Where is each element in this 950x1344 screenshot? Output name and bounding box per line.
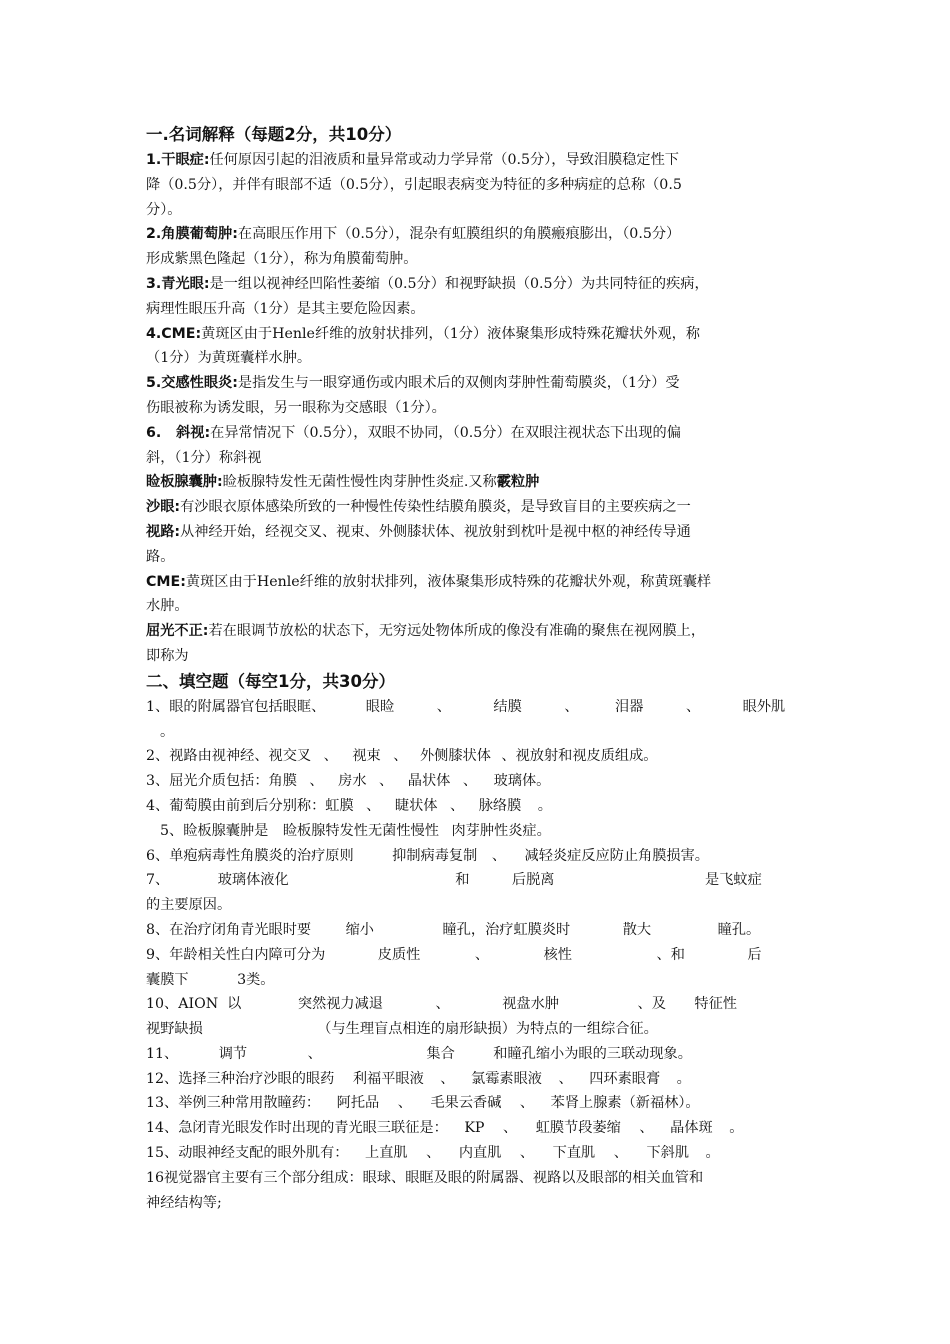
answer: 视野缺损 [146, 1021, 203, 1038]
term: 1.干眼症: [146, 152, 210, 168]
separator: 。 [705, 1145, 720, 1162]
answer: 毛果云香碱 [430, 1095, 502, 1112]
definition-item [146, 570, 826, 620]
definition-text: 形成紫黑色隆起（1分），称为角膜葡萄肿。 [146, 251, 418, 268]
definition-item [146, 520, 826, 570]
separator: 、 [366, 797, 381, 814]
answer: 虹膜节段萎缩 [535, 1120, 621, 1137]
definition-text: 从神经开始，经视交叉、视束、外侧膝状体、视放射到枕叶是视中枢的神经传导通 [180, 523, 691, 540]
definition-item [146, 322, 826, 372]
answer: 房水 [338, 773, 367, 790]
answer: 阿托品 [336, 1095, 380, 1112]
question-text: 神经结构等; [146, 1194, 222, 1211]
question-text: 10、AION 以 [146, 996, 242, 1013]
answer: 泪器 [615, 698, 644, 715]
separator: 。 [729, 1120, 744, 1137]
definition-text: 黄斑区由于Henle纤维的放射状排列，液体聚集形成特殊的花瓣状外观，称黄斑囊样 [185, 573, 712, 590]
answer: 晶状体 [407, 773, 451, 790]
section1-heading: 一.名词解释（每题2分，共10分） [146, 125, 402, 144]
answer: 结膜 [493, 698, 522, 715]
term: 4.CME: [146, 325, 202, 342]
question-text: 12、选择三种治疗沙眼的眼药 [146, 1070, 335, 1087]
separator: 、 [564, 698, 579, 715]
answer: 四环素眼膏 [589, 1070, 661, 1087]
separator: 、 [435, 996, 450, 1013]
answer: 玻璃体。 [493, 773, 551, 790]
question-text: （与生理盲点相连的扇形缺损）为特点的一组综合征。 [317, 1021, 658, 1038]
term: 屈光不正: [146, 623, 209, 640]
definition-text: 若在眼调节放松的状态下，无穷远处物体所成的像没有准确的聚焦在视网膜上， [208, 623, 706, 640]
separator: 、 [379, 773, 394, 790]
separator: 、 [426, 1145, 441, 1162]
separator: 、 [685, 698, 701, 715]
definition-item [146, 148, 826, 222]
answer: 视盘水肿 [502, 996, 559, 1013]
question-text: 3、屈光介质包括：角膜 [146, 773, 297, 790]
question-text: 11、 [146, 1045, 179, 1062]
fill-blank-question [146, 1067, 826, 1092]
answer: 利福平眼液 [352, 1070, 424, 1087]
fill-blank-question [146, 744, 826, 769]
fill-blank-question [146, 943, 826, 993]
fill-blank-question [146, 1042, 826, 1067]
definition-text: 即称为 [146, 647, 189, 664]
fill-blank-question [146, 1166, 826, 1216]
definition-text: 降（0.5分），并伴有眼部不适（0.5分），引起眼表病变为特征的多种病症的总称（0.5 [146, 176, 682, 193]
fill-blank-question [146, 868, 826, 918]
question-text: 、及 [637, 996, 666, 1013]
fill-blank-question [146, 992, 826, 1042]
definition-text: 在高眼压作用下（0.5分），混杂有虹膜组织的角膜瘢痕膨出，（0.5分） [237, 226, 681, 243]
answer: 下直肌 [552, 1145, 596, 1162]
question-text: 16视觉器官主要有三个部分组成：眼球、眼眶及眼的附属器、视路以及眼部的相关血管和 [146, 1169, 704, 1186]
separator: 、 [613, 1145, 628, 1162]
answer: 内直肌 [458, 1145, 502, 1162]
term: 沙眼: [146, 499, 181, 516]
definition-item [146, 421, 826, 471]
question-text: 瞳孔，治疗虹膜炎时 [442, 921, 571, 938]
definition-text: 分）。 [146, 201, 182, 218]
term: 3.青光眼: [146, 275, 210, 292]
answer: 睫状体 [394, 797, 438, 814]
question-text: 的主要原因。 [146, 897, 232, 914]
answer: 氯霉素眼液 [471, 1070, 542, 1087]
answer: 集合 [426, 1045, 455, 1062]
answer: 调节 [218, 1045, 248, 1062]
separator: 、 [519, 1145, 535, 1162]
answer: 减轻炎症反应防止角膜损害。 [524, 847, 709, 864]
definition-text: 斜，（1分）称斜视 [146, 449, 262, 466]
section2-heading: 二、填空题（每空1分，共30分） [146, 671, 395, 691]
definition-text: 路。 [146, 548, 175, 565]
term: CME: [146, 573, 186, 590]
answer: 核性 [543, 946, 572, 963]
question-text: 7、 [146, 872, 170, 889]
separator: 、 [323, 748, 338, 765]
question-text: 1、眼的附属器官包括眼眶、 [146, 698, 326, 715]
answer: 突然视力减退 [297, 996, 383, 1013]
fill-blank-question [146, 1141, 826, 1166]
fill-blank-question [146, 1091, 826, 1116]
term: 6. 斜视: [146, 424, 211, 441]
answer: 脉络膜 [478, 797, 522, 814]
separator: 、 [503, 1120, 518, 1137]
question-text: 8、在治疗闭角青光眼时要 [146, 921, 312, 938]
answer: 后脱离 [511, 872, 555, 889]
answer: 后 [747, 946, 762, 963]
question-text: 2、视路由视神经、视交叉 [146, 748, 312, 765]
answer: 特征性 [694, 996, 737, 1013]
definition-text: 水肿。 [146, 598, 189, 615]
answer: 玻璃体液化 [217, 872, 289, 889]
question-text: 5、睑板腺囊肿是 [160, 822, 269, 839]
answer: 睑板腺特发性无菌性慢性 [282, 822, 439, 839]
definition-text: 是指发生与一眼穿通伤或内眼术后的双侧肉芽肿性葡萄膜炎，（1分）受 [237, 375, 680, 392]
question-text: 6、单疱病毒性角膜炎的治疗原则 [146, 847, 354, 864]
definition-text: 任何原因引起的泪液质和量异常或动力学异常（0.5分），导致泪膜稳定性下 [209, 152, 679, 168]
term: 视路: [146, 523, 181, 540]
answer: 外侧膝状体 [419, 748, 491, 765]
answer: 缩小 [345, 921, 374, 938]
question-text: 3类。 [237, 971, 275, 988]
term: 5.交感性眼炎: [146, 375, 238, 392]
question-text: 瞳孔。 [717, 921, 761, 938]
question-text: 4、葡萄膜由前到后分别称：虹膜 [146, 797, 354, 814]
fill-blank-question [146, 819, 826, 844]
separator: 、 [440, 1070, 455, 1087]
separator: 、 [307, 1045, 322, 1062]
fill-blank-question [146, 1116, 826, 1141]
answer: 眼睑 [365, 698, 395, 715]
definition-text: 有沙眼衣原体感染所致的一种慢性传染性结膜角膜炎，是导致盲目的主要疾病之一 [180, 499, 691, 516]
answer: 囊膜下 [146, 971, 189, 988]
definition-text: 睑板腺特发性无菌性慢性肉芽肿性炎症.又称 [222, 474, 497, 491]
definition-text: 黄斑区由于Henle纤维的放射状排列，（1分）液体聚集形成特殊花瓣状外观，称 [201, 325, 700, 342]
fill-blank-question [146, 794, 826, 819]
term: 2.角膜葡萄肿: [146, 226, 238, 243]
definition-text: （1分）为黄斑囊样水肿。 [146, 350, 312, 367]
fill-blank-question [146, 844, 826, 869]
answer: 视束 [352, 748, 381, 765]
definition-text: 在异常情况下（0.5分），双眼不协同，（0.5分）在双眼注视状态下出现的偏 [210, 424, 681, 441]
fill-blank-question [146, 918, 826, 943]
separator: 、 [462, 773, 478, 790]
separator: 、 [491, 847, 507, 864]
fill-blank-question [146, 769, 826, 794]
definition-item [146, 495, 826, 520]
separator: 、 [393, 748, 408, 765]
definition-item [146, 272, 826, 322]
definition-text: 伤眼被称为诱发眼，另一眼称为交感眼（1分）。 [146, 399, 446, 416]
separator: 。 [537, 797, 552, 814]
definition-item [146, 371, 826, 421]
question-text: 14、急闭青光眼发作时出现的青光眼三联征是： [146, 1120, 448, 1137]
question-text: 13、举例三种常用散瞳药： [146, 1095, 321, 1112]
question-text: 15、动眼神经支配的眼外肌有： [146, 1145, 349, 1162]
separator: 、 [474, 946, 490, 963]
answer: 眼外肌 [742, 698, 786, 715]
separator: 、 [519, 1095, 535, 1112]
definition-item [146, 619, 826, 669]
separator: 。 [676, 1070, 691, 1087]
term: 睑板腺囊肿: [146, 474, 223, 491]
separator: 、 [309, 773, 324, 790]
answer: 上直肌 [365, 1145, 408, 1162]
answer: 晶体斑 [670, 1120, 713, 1137]
fill-blank-question [146, 695, 826, 745]
question-text: 。 [160, 723, 175, 740]
answer: 肉芽肿性炎症。 [451, 822, 551, 839]
separator: 、 [397, 1095, 412, 1112]
question-text: 和 [455, 872, 470, 889]
question-text: 9、年龄相关性白内障可分为 [146, 946, 326, 963]
question-text: 是飞蚊症 [705, 872, 762, 889]
answer: 抑制病毒复制 [392, 847, 478, 864]
separator: 、 [639, 1120, 654, 1137]
definition-text: 是一组以视神经凹陷性萎缩（0.5分）和视野缺损（0.5分）为共同特征的疾病， [209, 275, 709, 292]
definition-text: 病理性眼压升高（1分）是其主要危险因素。 [146, 300, 425, 317]
term-alias: 霰粒肿 [496, 474, 540, 491]
answer: 散大 [622, 921, 652, 938]
separator: 、 [449, 797, 465, 814]
document-page [146, 122, 826, 1215]
definition-item [146, 470, 826, 495]
question-text: 、视放射和视皮质组成。 [501, 748, 658, 765]
answer: 皮质性 [377, 946, 421, 963]
separator: 、 [436, 698, 451, 715]
question-text: 、和 [656, 946, 685, 963]
definition-item [146, 222, 826, 272]
answer: KP [464, 1120, 485, 1137]
separator: 、 [558, 1070, 573, 1087]
answer: 下斜肌 [646, 1145, 690, 1162]
question-text: 和瞳孔缩小为眼的三联动现象。 [493, 1045, 692, 1062]
answer: 苯肾上腺素（新福林）。 [550, 1095, 700, 1112]
